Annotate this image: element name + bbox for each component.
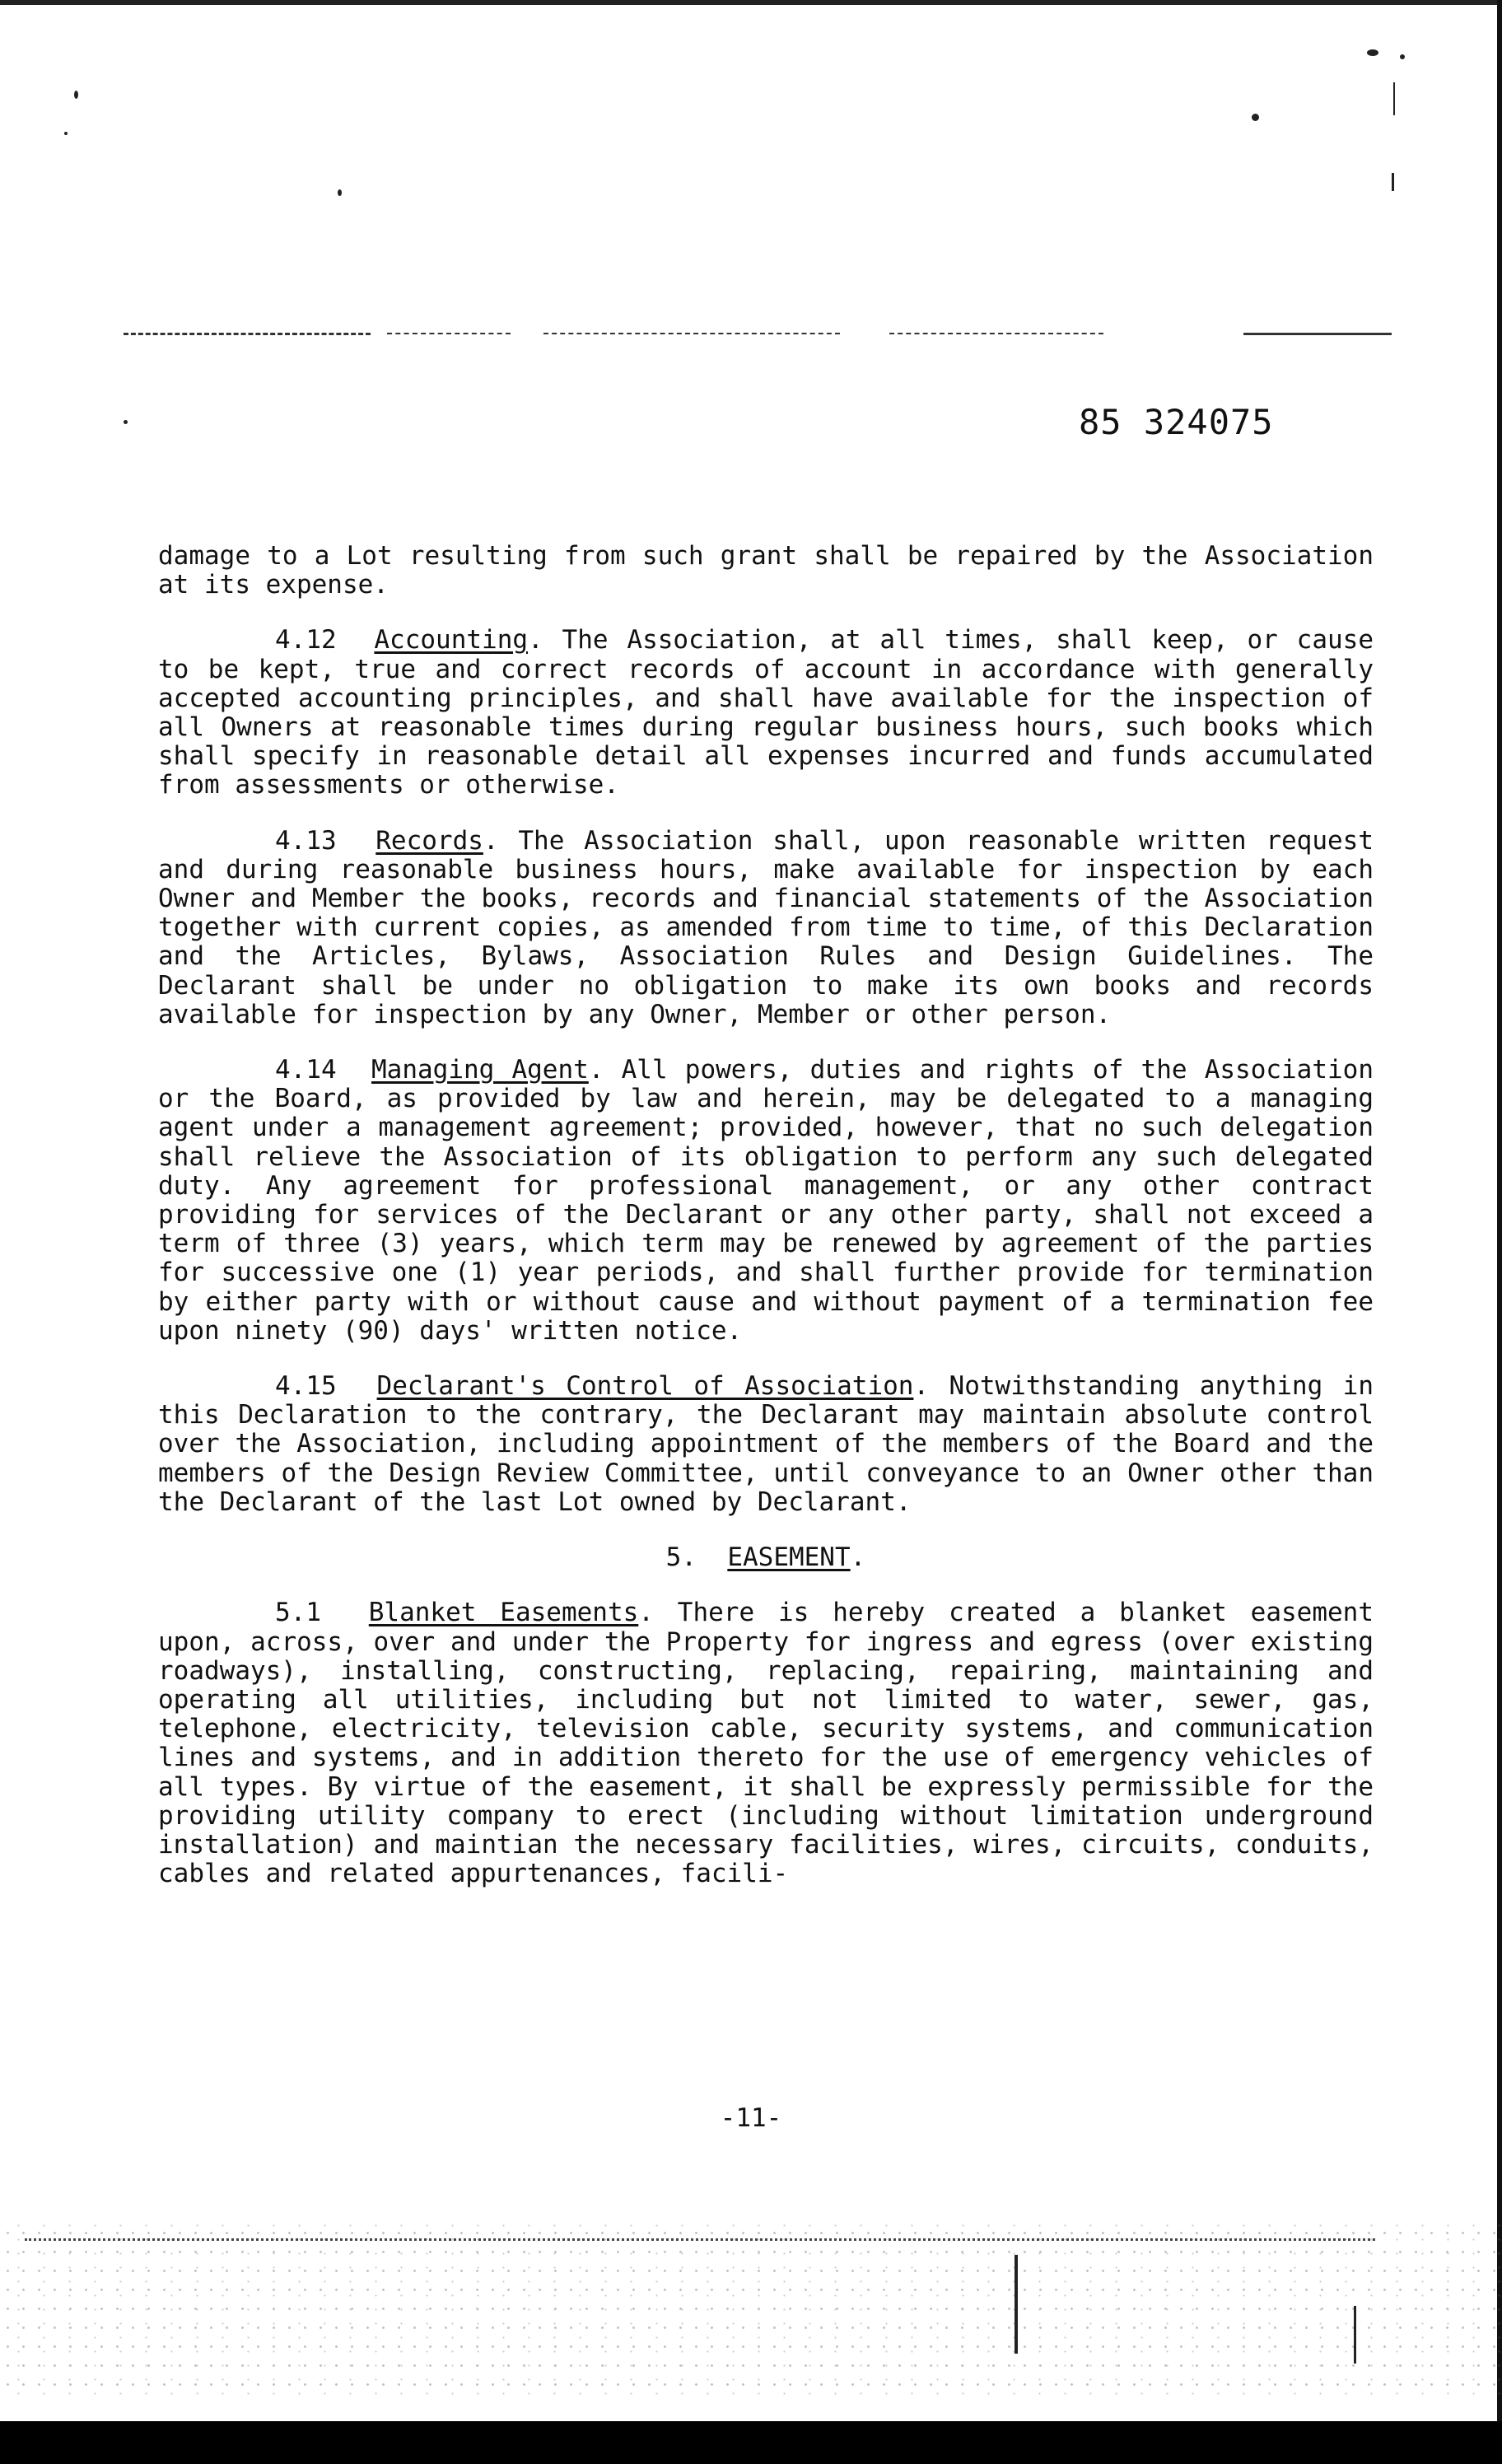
scan-mark: [1015, 2255, 1018, 2354]
section-lead: 4.13: [275, 825, 337, 856]
scan-artifact-line: [889, 333, 1103, 334]
page-number: -11-: [720, 2103, 782, 2133]
scan-top-edge: [0, 0, 1502, 5]
paragraph-5-1: [158, 1598, 1374, 1888]
section-lead: 4.12: [275, 625, 337, 656]
scan-speck: [1400, 54, 1405, 59]
scan-artifact-line: [1243, 333, 1392, 335]
scan-noise: [0, 2224, 1502, 2396]
section-title-punct: .: [850, 1542, 866, 1573]
paragraph-text: . There is hereby created a blanket easement upon, across, over and under the Property for ingress and egress (over existing roadways), installing, constructing, replacing, repairing, maintaining and operating all utilities, including but not limited to water, sewer, gas, telephone, electricity, television cable, security systems, and communication lines and systems, and in addition thereto for the use of emergency vehicles of all types. By virtue of the easement, it shall be expressly permissible for the providing utility company to erect (including without limitation underground installation) and maintian the necessary facilities, wires, circuits, conduits, cables and related appurtenances, facili-: [158, 1598, 1374, 1889]
scan-mark: [1393, 82, 1395, 115]
paragraph-text: damage to a Lot resulting from such grant shall be repaired by the Association at its expense.: [158, 541, 1374, 600]
section-lead: 5.1: [275, 1598, 321, 1628]
paragraph-text: . All powers, duties and rights of the Association or the Board, as provided by law and herein, may be delegated to a managing agent under a management agreement; provided, however, that no such delegation shall relieve the Association of its obligation to perform any such delegated duty. Any agreement for professional management, or any other contract providing for services of the Declarant or any other party, shall not exceed a term of three (3) years, which term may be renewed by agreement of the parties for successive one (1) year periods, and shall further provide for termination by either party with or without cause and without payment of a termination fee upon ninety (90) days' written notice.: [158, 1055, 1374, 1346]
scan-speck: [74, 91, 78, 99]
paragraph-4-14: [158, 1056, 1374, 1346]
section-heading-managing-agent: Managing Agent: [371, 1055, 589, 1085]
section-heading-declarant-control: Declarant's Control of Association: [376, 1371, 914, 1402]
paragraph-4-13: [158, 827, 1374, 1029]
scan-speck: [1252, 114, 1259, 121]
scan-artifact-line: [124, 333, 371, 335]
section-heading-blanket-easements: Blanket Easements: [368, 1598, 639, 1628]
scan-mark: [1392, 173, 1394, 191]
scan-mark: [1354, 2306, 1356, 2364]
scan-right-edge: [1497, 0, 1502, 2421]
paragraph-continuation: [158, 542, 1374, 600]
scan-bottom-edge: [0, 2421, 1502, 2464]
document-number: 85 324075: [1079, 402, 1274, 442]
scan-speck: [64, 132, 68, 135]
scan-artifact-line: [25, 2238, 1375, 2241]
paragraph-4-12: [158, 626, 1374, 800]
section-lead: 4.15: [275, 1371, 337, 1402]
section-5-heading: [158, 1543, 1374, 1572]
scan-speck: [1367, 49, 1378, 56]
section-title: EASEMENT: [727, 1542, 851, 1573]
paragraph-text: . The Association, at all times, shall keep, or cause to be kept, true and correct records of account in accordance with generally accepted accounting principles, and shall have available for the inspection of all Owners at reasonable times during regular business hours, such books which shall specify in reasonable detail all expenses incurred and funds accumulated from assessments or otherwise.: [158, 625, 1374, 800]
scan-artifact-line: [543, 333, 840, 334]
section-number: 5.: [665, 1542, 697, 1573]
paragraph-4-15: [158, 1372, 1374, 1517]
paragraph-text: . Notwithstanding anything in this Declaration to the contrary, the Declarant may maintain absolute control over the Association, including appointment of the members of the Board and the members of the Design Review Committee, until conveyance to an Owner other than the Declarant of the last Lot owned by Declarant.: [158, 1371, 1374, 1517]
section-heading-accounting: Accounting: [374, 625, 529, 656]
document-body: [158, 542, 1374, 1915]
paragraph-text: . The Association shall, upon reasonable written request and during reasonable business hours, make available for inspection by each Owner and Member the books, records and financial statements of the Association together with current copies, as amended from time to time, of this Declaration and the Articles, Bylaws, Association Rules and Design Guidelines. The Declarant shall be under no obligation to make its own books and records available for inspection by any Owner, Member or other person.: [158, 825, 1374, 1029]
scan-artifact-line: [387, 333, 511, 334]
scan-speck: [124, 420, 128, 424]
scan-speck: [338, 189, 342, 196]
section-lead: 4.14: [275, 1055, 337, 1085]
section-heading-records: Records: [376, 825, 483, 856]
